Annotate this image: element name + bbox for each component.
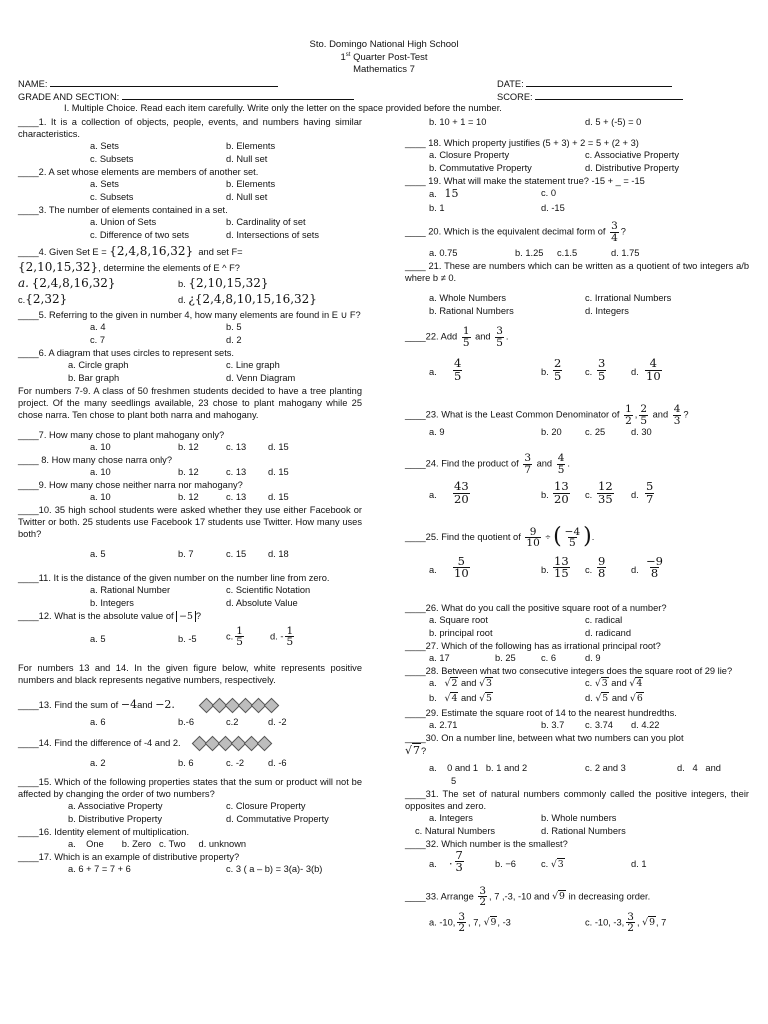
q22-option-b-label: b.: [541, 367, 549, 378]
question-24: ____24. Find the product of $\frac{3}{7}$ and $\frac{4}{5}$ .: [405, 452, 570, 476]
question-20: ____ 20. Which is the equivalent decimal form of $\frac{3}{4}$ ?: [405, 220, 626, 244]
date-field[interactable]: DATE:: [497, 77, 672, 90]
q22-option-a: $\frac{4}{5}$: [454, 356, 462, 383]
q22-option-c-label: c.: [585, 367, 593, 378]
q22-option-a-label: a.: [429, 367, 437, 378]
q23-option-c: c. 25: [585, 427, 606, 438]
question-3: ____3. The number of elements contained in a set.: [18, 205, 228, 216]
q24-options: [405, 481, 749, 513]
q4-option-d-label: d.: [178, 294, 186, 305]
q31-option-a: a. Integers: [429, 812, 473, 823]
question-16: ____16. Identity element of multiplication.: [18, 827, 190, 838]
school-name: Sto. Domingo National High School: [309, 39, 459, 50]
question-27: ____27. Which of the following has as irrational principal root?: [405, 640, 661, 651]
q15-option-b: b. Distributive Property: [68, 814, 163, 825]
q28-option-c: c. √3 and √4: [585, 678, 643, 690]
q32-options: [405, 847, 749, 882]
q12-option-d: d. - $\frac{1}{5}$: [270, 624, 294, 649]
question-1: ____1. It is a collection of objects, people, events, and numbers having similar characteristics.: [18, 117, 362, 140]
q9-option-c: c. 13: [226, 492, 247, 503]
q5-option-b: b. 5: [226, 321, 242, 332]
q6-option-a: a. Circle graph: [68, 359, 129, 370]
q2-option-c: c. Subsets: [90, 192, 134, 203]
negative-tile: [257, 736, 273, 752]
q20-options: [405, 247, 749, 260]
q16-options: [18, 838, 362, 851]
q24-option-d: $\frac{5}{7}$: [646, 479, 654, 506]
q13-option-c: c.2: [226, 716, 239, 727]
q1-option-b: b. Elements: [226, 141, 276, 152]
question-12: ____12. What is the absolute value of −5 ?: [18, 611, 202, 623]
q29-option-b: b. 3.7: [541, 720, 565, 731]
q23-option-d: d. 30: [631, 427, 652, 438]
q10-option-b: b. 7: [178, 549, 194, 560]
question-19: ____ 19. What will make the statement true? -15 + _ = -15: [405, 176, 645, 187]
q27-option-d: d. 9: [585, 653, 601, 664]
q2-options-row1: [18, 178, 362, 191]
question-11: ____11. It is the distance of the given number on the number line from zero.: [18, 573, 330, 584]
q26-option-c: c. radical: [585, 614, 623, 625]
q4-option-b-label: b.: [178, 278, 186, 289]
question-33: ____33. Arrange $\frac{3}{2}$ , 7 ,-3, -10 and √9 in decreasing order.: [405, 884, 651, 909]
q25-option-d-label: d.: [631, 564, 639, 575]
q27-option-b: b. 25: [495, 653, 516, 664]
question-31: ____31. The set of natural numbers commonly called the positive integers, their opposites and zero.: [405, 788, 749, 811]
question-10: ____10. 35 high school students were asked whether they use either Facebook or Twitter or both. 25 students use Facebook 17 students use Twitter. How many uses both?: [18, 505, 362, 540]
q21-option-b: b. Rational Numbers: [429, 306, 514, 317]
q6-option-d: d. Venn Diagram: [226, 372, 296, 383]
question-22: ____22. Add $\frac{1}{5}$ and $\frac{3}{5}$ .: [405, 325, 509, 349]
q25-option-b-label: b.: [541, 564, 549, 575]
question-14: ____14. Find the difference of -4 and 2.: [18, 737, 362, 749]
question-13: ____13. Find the sum of −4and −2.: [18, 698, 362, 712]
q20-option-a: a. 0.75: [429, 248, 458, 259]
negative-tile: [263, 697, 279, 713]
q12-options: [18, 624, 362, 654]
q33-options: [405, 912, 749, 942]
q5-option-d: d. 2: [226, 334, 242, 345]
q4-option-c-label: c.: [18, 294, 26, 305]
q21-option-a: a. Whole Numbers: [429, 293, 506, 304]
q11-option-c: c. Scientific Notation: [226, 585, 311, 596]
q25-option-a-label: a.: [429, 564, 437, 575]
q13-option-d: d. -2: [268, 716, 287, 727]
q23-option-b: b. 20: [541, 427, 562, 438]
q3-options-row1: [18, 216, 362, 229]
q32-option-d: d. 1: [631, 858, 647, 869]
q27-option-c: c. 6: [541, 653, 556, 664]
q15-options-row2: [18, 813, 362, 826]
q14-option-c: c. -2: [226, 758, 245, 769]
q5-option-a: a. 4: [90, 321, 106, 332]
q29-option-a: a. 2.71: [429, 720, 458, 731]
q22-options: [405, 358, 749, 390]
q25-options: [405, 553, 749, 588]
q17-option-d: d. 5 + (-5) = 0: [585, 117, 642, 127]
q30-options: [405, 762, 749, 775]
q3-option-c: c. Difference of two sets: [90, 230, 190, 241]
q19-option-b: b. 1: [429, 203, 445, 214]
q21-options-row2: [405, 305, 749, 318]
q5-option-c: c. 7: [90, 334, 105, 345]
q32-option-c: c. √3: [541, 858, 564, 870]
q31-options-row2: [405, 825, 749, 838]
q26-option-b: b. principal root: [429, 627, 493, 638]
q23-options: [405, 426, 749, 439]
q17-option-a: a. 6 + 7 = 7 + 6: [68, 864, 131, 875]
q3-option-a: a. Union of Sets: [90, 217, 157, 228]
q21-option-d: d. Integers: [585, 306, 629, 317]
q30-option-c: c. 2 and 3: [585, 762, 626, 773]
q15-option-c: c. Closure Property: [226, 801, 306, 812]
q4-options-row1: [18, 276, 362, 292]
q24-option-b-label: b.: [541, 490, 549, 501]
q29-option-d: d. 4.22: [631, 720, 660, 731]
passage-7-9: For numbers 7-9. A class of 50 freshmen students decided to have a tree planting project. Of the many seedlings available, 23 chose to plant mahogany while 25 chose narra. Ten chose to plant both narra and mahogany.: [18, 385, 362, 420]
q31-option-c: c. Natural Numbers: [415, 825, 496, 836]
q32-option-a: . $\frac{7}{3}$: [449, 847, 463, 875]
question-8: ____ 8. How many chose narra only?: [18, 454, 173, 465]
left-column: [18, 116, 362, 876]
q20-option-b: b. 1.25: [515, 248, 544, 259]
q32-option-a-label: a.: [429, 858, 437, 869]
q6-option-c: c. Line graph: [226, 359, 280, 370]
q24-option-a-label: a.: [429, 490, 437, 501]
q14-option-a: a. 2: [90, 758, 106, 769]
q24-option-c-label: c.: [585, 490, 593, 501]
q5-options-row1: [18, 321, 362, 334]
q13-option-b: b.-6: [178, 716, 195, 727]
q22-option-b: $\frac{2}{5}$: [554, 356, 562, 383]
q1-option-c: c. Subsets: [90, 154, 134, 165]
q15-options-row1: [18, 800, 362, 813]
q18-options-row2: [405, 162, 749, 175]
q1-options-row2: [18, 153, 362, 166]
q3-option-b: b. Cardinality of set: [226, 217, 306, 228]
q11-option-b: b. Integers: [90, 598, 134, 609]
question-18: ____ 18. Which property justifies (5 + 3) + 2 = 5 + (2 + 3): [405, 138, 639, 148]
q22-option-d: $\frac{4}{10}$: [646, 356, 661, 383]
q4-option-a: {2,4,8,16,32}: [31, 275, 116, 290]
q10-option-d: d. 18: [268, 549, 289, 560]
set-f: {2,10,15,32}: [18, 259, 99, 274]
q32-option-b: b. −6: [495, 858, 516, 869]
q25-option-c-label: c.: [585, 564, 593, 575]
q9-options: [18, 491, 362, 504]
q13-options: [18, 716, 362, 729]
question-2: ____2. A set whose elements are members of another set.: [18, 167, 259, 178]
q24-option-c: $\frac{12}{35}$: [598, 479, 613, 506]
q4-options-row2: [18, 292, 362, 309]
q21-options-row1: [405, 292, 749, 305]
q4-option-a-label: a.: [18, 275, 29, 290]
question-30: ____30. On a number line, between what two numbers can you plot: [405, 733, 684, 744]
q17-options-row1: [18, 863, 362, 876]
q7-option-a: a. 10: [90, 441, 111, 452]
q10-option-a: a. 5: [90, 549, 106, 560]
diamond-figure-13: [200, 700, 278, 710]
q7-option-d: d. 15: [268, 441, 289, 452]
q20-option-d: d. 1.75: [611, 248, 640, 259]
q11-option-d: d. Absolute Value: [226, 598, 298, 609]
q21-option-c: c. Irrational Numbers: [585, 293, 672, 304]
q27-option-a: a. 17: [429, 653, 450, 664]
q30-option-ab: a. 0 and 1 b. 1 and 2: [429, 762, 528, 773]
question-29: ____29. Estimate the square root of 14 to the nearest hundredths.: [405, 708, 677, 719]
q8-options: [18, 466, 362, 479]
q4-option-c: {2,32}: [25, 291, 68, 306]
q4-option-b: {2,10,15,32}: [188, 275, 269, 290]
question-30-tail: √7?: [405, 744, 427, 758]
q6-options-row1: [18, 359, 362, 372]
question-6: ____6. A diagram that uses circles to represent sets.: [18, 347, 235, 358]
q3-option-d: d. Intersections of sets: [226, 230, 320, 241]
q6-options-row2: [18, 372, 362, 385]
quarter-title: 1st Quarter Post-Test: [340, 52, 428, 63]
q17-option-c: c. 3 ( a – b) = 3(a)- 3(b): [226, 864, 323, 875]
q1-option-d: d. Null set: [226, 154, 268, 165]
q3-options-row2: [18, 229, 362, 242]
q17-option-b: b. 10 + 1 = 10: [429, 117, 487, 127]
q10-options: [18, 548, 362, 561]
question-4: ____4. Given Set E = {2,4,8,16,32} and set F=: [18, 244, 243, 259]
subject-title: Mathematics 7: [353, 64, 415, 75]
question-9: ____9. How many chose neither narra nor mahogany?: [18, 480, 243, 491]
grade-section-field[interactable]: GRADE AND SECTION:: [18, 90, 354, 103]
q29-option-c: c. 3.74: [585, 720, 613, 731]
q1-option-a: a. Sets: [90, 141, 119, 152]
q9-option-d: d. 15: [268, 492, 289, 503]
q8-option-b: b. 12: [178, 467, 199, 478]
q30-option-d-cont: 5: [451, 775, 457, 786]
question-32: ____32. Which number is the smallest?: [405, 838, 568, 849]
q2-options-row2: [18, 191, 362, 204]
q19-options-row2: [405, 202, 749, 215]
q10-option-c: c. 15: [226, 549, 247, 560]
q7-options: [18, 441, 362, 454]
diamond-figure-14: [193, 738, 271, 748]
q27-options: [405, 652, 749, 665]
q12-option-c: c. $\frac{1}{5}$: [226, 624, 243, 649]
q28-option-b: b. √4 and √5: [429, 693, 492, 705]
question-5: ____5. Referring to the given in number 4, how many elements are found in E ∪ F?: [18, 309, 361, 320]
set-e: {2,4,8,16,32}: [109, 244, 194, 259]
q17-options-row2: [405, 116, 749, 129]
q18-options-row1: [405, 149, 749, 162]
q23-option-a: a. 9: [429, 427, 445, 438]
score-field[interactable]: SCORE:: [497, 90, 683, 103]
q11-options-row1: [18, 584, 362, 597]
q9-option-a: a. 10: [90, 492, 111, 503]
q14-option-d: d. -6: [268, 758, 287, 769]
q24-option-d-label: d.: [631, 490, 639, 501]
q8-option-c: c. 13: [226, 467, 247, 478]
question-23: ____23. What is the Least Common Denominator of $\frac{1}{2}$ , $\frac{2}{5}$ and $\frac{4}{3}$ ?: [405, 403, 689, 427]
q14-option-b: b. 6: [178, 758, 194, 769]
q13-option-a: a. 6: [90, 716, 106, 727]
q8-option-d: d. 15: [268, 467, 289, 478]
q11-option-a: a. Rational Number: [90, 585, 171, 596]
q9-option-b: b. 12: [178, 492, 199, 503]
q25-option-d: $\frac{-9}{8}$: [646, 553, 663, 581]
q11-options-row2: [18, 597, 362, 610]
question-4-cont: {2,10,15,32}, determine the elements of E ^ F?: [18, 259, 240, 274]
q15-option-a: a. Associative Property: [68, 801, 163, 812]
question-7: ____7. How many chose to plant mahogany only?: [18, 429, 225, 440]
q15-option-d: d. Commutative Property: [226, 814, 329, 825]
name-field[interactable]: NAME:: [18, 77, 278, 90]
q19-options-row1: [405, 187, 749, 202]
question-15: ____15. Which of the following properties states that the sum or product will not be affected by changing the order of two numbers?: [18, 777, 362, 800]
q7-option-c: c. 13: [226, 441, 247, 452]
question-21: ____ 21. These are numbers which can be written as a quotient of two integers a/b where b ≠ 0.: [405, 261, 749, 284]
q2-option-a: a. Sets: [90, 179, 119, 190]
q26-option-d: d. radicand: [585, 627, 631, 638]
q18-option-b: b. Commutative Property: [429, 163, 532, 174]
q1-options-row1: [18, 140, 362, 153]
q6-option-b: b. Bar graph: [68, 372, 120, 383]
instructions: I. Multiple Choice. Read each item carefully. Write only the letter on the space provided before the number.: [64, 103, 502, 113]
q26-options-row1: [405, 614, 749, 627]
q24-option-b: $\frac{13}{20}$: [554, 479, 569, 506]
q20-option-c: c.1.5: [557, 248, 578, 259]
q26-option-a: a. Square root: [429, 614, 488, 625]
q25-option-b: $\frac{13}{15}$: [554, 553, 569, 581]
q12-option-a: a. 5: [90, 633, 106, 644]
q31-options-row1: [405, 812, 749, 825]
q18-option-d: d. Distributive Property: [585, 163, 680, 174]
q25-option-c: $\frac{9}{8}$: [598, 553, 606, 581]
q19-option-a: a. 15: [429, 187, 459, 201]
q28-option-a: a. √2 and √3: [429, 678, 492, 690]
q22-option-d-label: d.: [631, 367, 639, 378]
q31-option-d: d. Rational Numbers: [541, 825, 626, 836]
q30-options-cont: [405, 775, 749, 788]
q29-options: [405, 719, 749, 732]
question-28: ____28. Between what two consecutive integers does the square root of 29 lie?: [405, 666, 733, 677]
q28-options-row1: [405, 677, 749, 692]
q2-option-b: b. Elements: [226, 179, 276, 190]
question-17: ____17. Which is an example of distributive property?: [18, 852, 240, 863]
q26-options-row2: [405, 627, 749, 640]
q25-option-a: $\frac{5}{10}$: [454, 553, 469, 581]
q8-option-a: a. 10: [90, 467, 111, 478]
q33-option-a: a. -10, $\frac{3}{2}$ , 7, √9, -3: [429, 910, 511, 935]
q12-option-b: b. -5: [178, 633, 197, 644]
q28-option-d: d. √5 and √6: [585, 693, 643, 705]
question-26: ____26. What do you call the positive square root of a number?: [405, 602, 667, 613]
q28-options-row2: [405, 692, 749, 707]
question-25: ____25. Find the quotient of $\frac{9}{10}$ ÷ ( $\frac{-4}{5}$ ).: [405, 524, 595, 550]
q5-options-row2: [18, 334, 362, 347]
q16-options-text: a. One b. Zero c. Two d. unknown: [68, 839, 247, 850]
right-column: [405, 116, 749, 942]
q7-option-b: b. 12: [178, 441, 199, 452]
q33-option-c: c. -10, -3, $\frac{3}{2}$ , √9, 7: [585, 910, 667, 935]
q18-option-a: a. Closure Property: [429, 150, 510, 161]
q19-option-d: d. -15: [541, 203, 565, 214]
q22-option-c: $\frac{3}{5}$: [598, 356, 606, 383]
q24-option-a: $\frac{43}{20}$: [454, 479, 469, 506]
passage-13-14: For numbers 13 and 14. In the given figure below, white represents positive numbers and black represents negative numbers, respectively.: [18, 662, 362, 685]
q14-options: [18, 757, 362, 770]
abs-value: −5: [176, 611, 196, 622]
q4-option-d: ¿{2,4,8,10,15,16,32}: [188, 291, 317, 306]
q19-option-c: c. 0: [541, 188, 556, 199]
q18-option-c: c. Associative Property: [585, 150, 680, 161]
q2-option-d: d. Null set: [226, 192, 268, 203]
q30-option-d: d. 4 and: [677, 762, 721, 773]
q31-option-b: b. Whole numbers: [541, 812, 617, 823]
